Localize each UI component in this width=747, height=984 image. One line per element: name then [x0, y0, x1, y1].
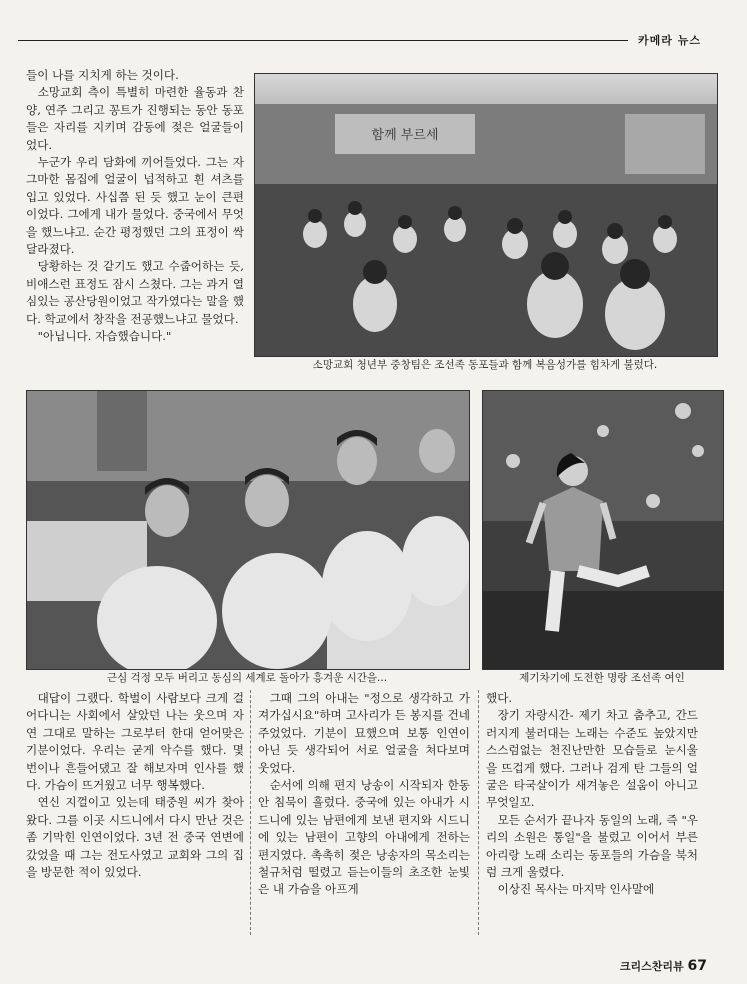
bottom-text-column-3 — [486, 690, 698, 899]
page-number: 67 — [687, 958, 707, 974]
page-footer — [620, 958, 707, 974]
paragraph: 연신 지껄이고 있는데 태중원 씨가 찾아왔다. 그를 이곳 시드니에서 다시 만난 것은 좀 기막힌 인연이었다. 3년 전 중국 연변에 갔었을 때 그는 전도사였고 교회와 그의 집을 방문한 적이 있었다. — [26, 795, 244, 880]
paragraph: 들이 나를 지치게 하는 것이다. — [26, 68, 179, 82]
paragraph: 누군가 우리 담화에 끼어들었다. 그는 자그마한 몸집에 얼굴이 넙적하고 흰 셔츠를 입고 있었다. 사십쯤 된 듯 했고 눈이 큰편이었다. 그에게 내가 물었다. 중국에서 무엇을 했느냐고. 순간 평정했던 그의 표정이 싹 달라졌다. — [26, 155, 244, 257]
paragraph: 소망교회 측이 특별히 마련한 율동과 찬양, 연주 그리고 꽁트가 진행되는 동안 동포들은 자리를 지키며 감동에 젖은 얼굴들이었다. — [26, 85, 244, 152]
paragraph: 모든 순서가 끝나자 동일의 노래, 즉 "우리의 소원은 통일"을 불렀고 이어서 부른 아리랑 노래 소리는 동포들의 가슴을 북처럼 크게 울렸다. — [486, 812, 698, 880]
middle-right-photo-caption: 제기차기에 도전한 명랑 조선족 여인 — [519, 672, 685, 684]
bottom-text-column-1 — [26, 690, 244, 881]
header-rule — [18, 40, 628, 41]
middle-left-photo — [26, 390, 470, 670]
paragraph: 그때 그의 아내는 "정으로 생각하고 가져가십시요"하며 고사리가 든 봉지를 건네 주었었다. 기분이 묘했으며 보통 인연이 아닌 듯 생각되어 서로 얼굴을 쳐다보며 웃었다. — [258, 691, 470, 775]
column-divider — [250, 690, 251, 935]
hall-scene-image — [255, 74, 717, 356]
paragraph: 당황하는 것 같기도 했고 수줍어하는 듯, 비애스런 표정도 잠시 스쳤다. 그는 과거 열심있는 공산당원이었고 작가였다는 말을 했다. 학교에서 창작을 전공했느냐고 물었다. — [26, 259, 244, 326]
paragraph: 순서에 의해 편지 낭송이 시작되자 한동안 침묵이 흘렀다. 중국에 있는 아내가 시드니에 있는 남편에게 보낸 편지와 시드니에 있는 남편이 고향의 아내에게 전하는 편지였다. 촉촉히 젖은 낭송자의 목소리는 철규처럼 떨렸고 듣는이들의 초조한 눈빛은 내 가슴을 아프게 — [258, 778, 470, 897]
middle-right-photo — [482, 390, 724, 670]
top-photo-caption: 소망교회 청년부 중창팀은 조선족 동포들과 함께 복음성가를 힘차게 불렀다. — [312, 359, 658, 371]
bottom-text-column-2 — [258, 690, 470, 899]
column-divider — [478, 690, 479, 935]
paragraph: "아닙니다. 자습했습니다." — [37, 329, 172, 344]
jegi-woman-image — [483, 391, 723, 669]
top-photo — [254, 73, 718, 357]
publication-name: 크리스찬리뷰 — [619, 960, 684, 973]
middle-left-photo-caption: 근심 걱정 모두 버리고 동심의 세계로 돌아가 흥겨운 시간을... — [106, 672, 388, 684]
top-text-column — [26, 67, 244, 346]
banner-text: 함께 부르세 — [371, 128, 439, 143]
paragraph: 대답이 그랬다. 학벌이 사람보다 크게 걸어다니는 사회에서 살았던 나는 웃으며 자연 그대로 말하는 그로부터 한대 얻어맞은 기분이었다. 우리는 굳게 악수를 했다. 몇 번이나 흔들어댔고 잘 해보자며 인사를 했다. 가슴이 뜨거웠고 너무 행복했다. — [26, 691, 244, 793]
section-label: 카메라 뉴스 — [638, 34, 701, 47]
paragraph: 했다. — [486, 691, 513, 705]
paragraph: 장기 자랑시간- 제기 차고 춤추고, 간드러지게 불러대는 노래는 수준도 높았지만 스스럼없는 천진난만한 모습들로 눈시울을 뜨겁게 했다. 그러나 검게 탄 그들의 얼굴은 타국살이가 새겨놓은 설움이 아니고 무엇일꼬. — [486, 708, 698, 810]
audience-image — [27, 391, 469, 669]
paragraph: 이상진 목사는 마지막 인사말에 — [497, 882, 655, 897]
